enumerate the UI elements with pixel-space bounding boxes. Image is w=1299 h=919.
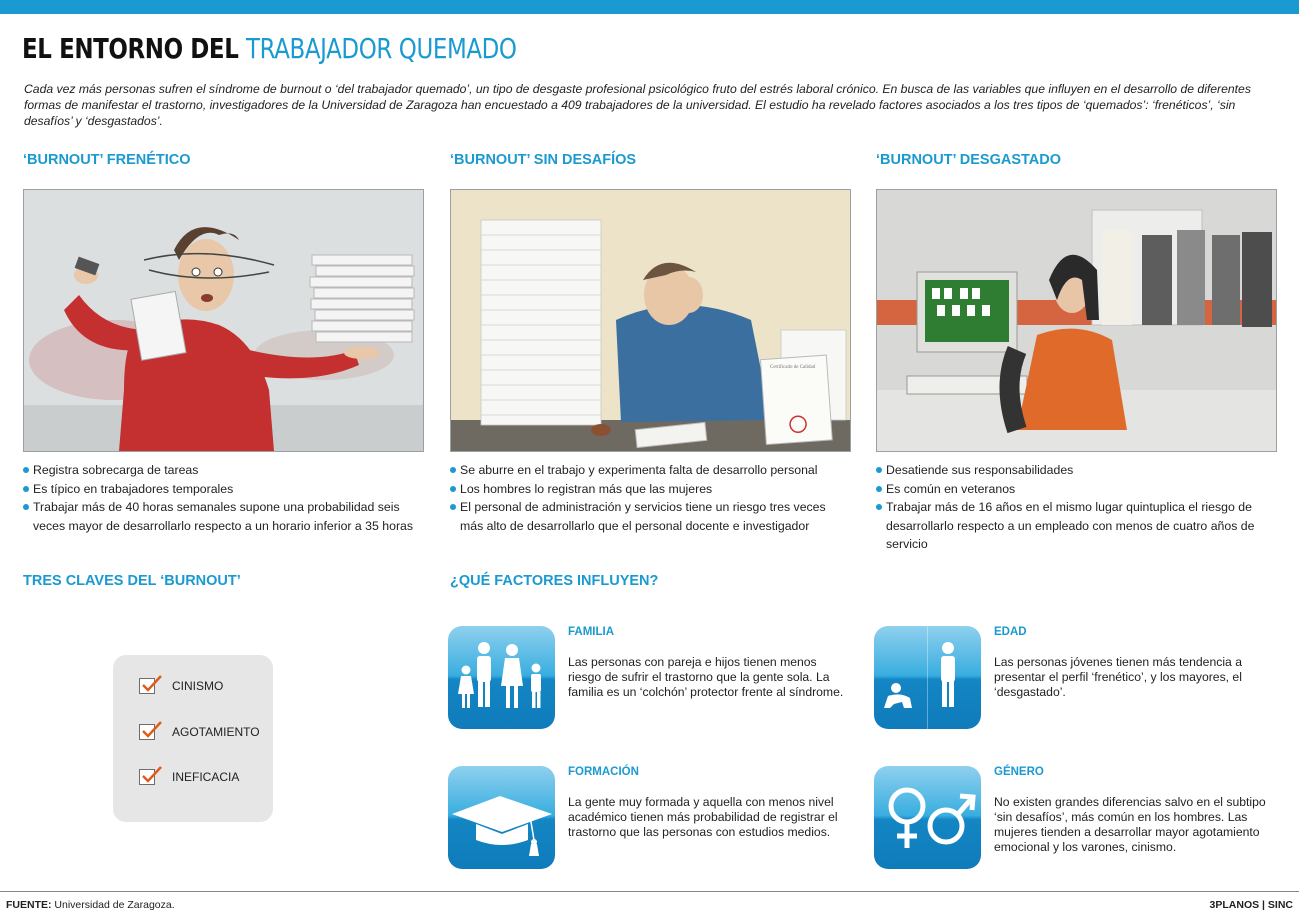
- source-label: FUENTE:: [6, 899, 52, 911]
- factor-text-genero: No existen grandes diferencias salvo en el subtipo ‘sin desafíos’, más común en los hombres. Las mujeres tienden a desarrollar mayor agotamiento emocional y los varones, cinismo.: [994, 795, 1266, 854]
- list-item: Trabajar más de 40 horas semanales supone una probabilidad seis veces mayor de desarrollarlo respecto a un horario inferior a 35 horas: [23, 498, 418, 535]
- key-item-cinismo: [139, 675, 223, 697]
- page-title: [22, 32, 517, 65]
- checkbox-checked-icon: [139, 724, 155, 740]
- source-value: Universidad de Zaragoza.: [54, 899, 175, 911]
- section-title-desgastado: ‘BURNOUT’ DESGASTADO: [876, 152, 1062, 168]
- section-title-factores: ¿QUÉ FACTORES INFLUYEN?: [450, 573, 659, 589]
- factor-text-edad: Las personas jóvenes tienen más tendencia a presentar el perfil ‘frenético’, y los mayores, el ‘desgastado’.: [994, 655, 1242, 699]
- desgastado-bullets: [876, 461, 1296, 554]
- keys-box: [113, 655, 273, 822]
- checkbox-checked-icon: [139, 769, 155, 785]
- factor-title-familia: FAMILIA: [568, 626, 614, 638]
- checkbox-checked-icon: [139, 678, 155, 694]
- list-item: Trabajar más de 16 años en el mismo lugar quintuplica el riesgo de desarrollarlo respecto a un empleado con menos de cuatro años de servicio: [876, 498, 1296, 554]
- factor-title-formacion: FORMACIÓN: [568, 766, 639, 778]
- key-label: AGOTAMIENTO: [172, 725, 260, 739]
- certificate-text: Certificado de Calidad: [770, 365, 816, 370]
- credit: 3PLANOS | SINC: [1209, 899, 1293, 911]
- sin-desafios-bullets: [450, 461, 845, 535]
- list-item: Es común en veteranos: [876, 480, 1296, 499]
- factor-title-genero: GÉNERO: [994, 766, 1044, 778]
- key-label: INEFICACIA: [172, 770, 240, 784]
- bored-worker-illustration: [450, 189, 851, 452]
- section-title-frenetico: ‘BURNOUT’ FRENÉTICO: [23, 152, 191, 168]
- frantic-worker-illustration: [23, 189, 424, 452]
- list-item: Se aburre en el trabajo y experimenta falta de desarrollo personal: [450, 461, 845, 480]
- title-part-2: TRABAJADOR QUEMADO: [246, 32, 517, 65]
- frenetico-bullets: [23, 461, 418, 535]
- factor-title-edad: EDAD: [994, 626, 1027, 638]
- section-title-sin-desafios: ‘BURNOUT’ SIN DESAFÍOS: [450, 152, 637, 168]
- factor-text-formacion: La gente muy formada y aquella con menos nivel académico tienen más probabilidad de registrar el trastorno que las personas con estudios medios.: [568, 795, 838, 839]
- factor-text-familia: Las personas con pareja e hijos tienen menos riesgo de sufrir el trastorno que la gente sola. La familia es un ‘colchón’ protector frente al síndrome.: [568, 655, 844, 699]
- age-icon: [874, 626, 981, 729]
- list-item: Registra sobrecarga de tareas: [23, 461, 418, 480]
- intro-paragraph: Cada vez más personas sufren el síndrome de burnout o ‘del trabajador quemado’, un tipo de desgaste profesional psicológico fruto del estrés laboral crónico. En busca de las variables que influyen en el desarrollo de diferentes formas de manifestar el trastorno, investigadores de la Universidad de Zaragoza han encuestado a 409 trabajadores de la universidad. El estudio ha revelado factores asociados a los tres tipos de ‘quemados’: ‘frenéticos’, ‘sin desafíos’ y ‘desgastados’.: [24, 82, 1251, 128]
- key-label: CINISMO: [172, 679, 224, 693]
- graduation-cap-icon: [448, 766, 555, 869]
- list-item: Los hombres lo registran más que las mujeres: [450, 480, 845, 499]
- worn-out-worker-illustration: [876, 189, 1277, 452]
- footer-divider: [0, 891, 1299, 892]
- source-line: [6, 899, 175, 911]
- section-title-claves: TRES CLAVES DEL ‘BURNOUT’: [23, 573, 241, 589]
- list-item: El personal de administración y servicios tiene un riesgo tres veces más alto de desarrollarlo que el personal docente e investigador: [450, 498, 845, 535]
- family-icon: [448, 626, 555, 729]
- list-item: Es típico en trabajadores temporales: [23, 480, 418, 499]
- top-accent-bar: [0, 0, 1299, 14]
- list-item: Desatiende sus responsabilidades: [876, 461, 1296, 480]
- title-part-1: EL ENTORNO DEL: [22, 32, 239, 65]
- key-item-agotamiento: [139, 721, 260, 743]
- key-item-ineficacia: [139, 766, 239, 788]
- gender-symbols-icon: [874, 766, 981, 869]
